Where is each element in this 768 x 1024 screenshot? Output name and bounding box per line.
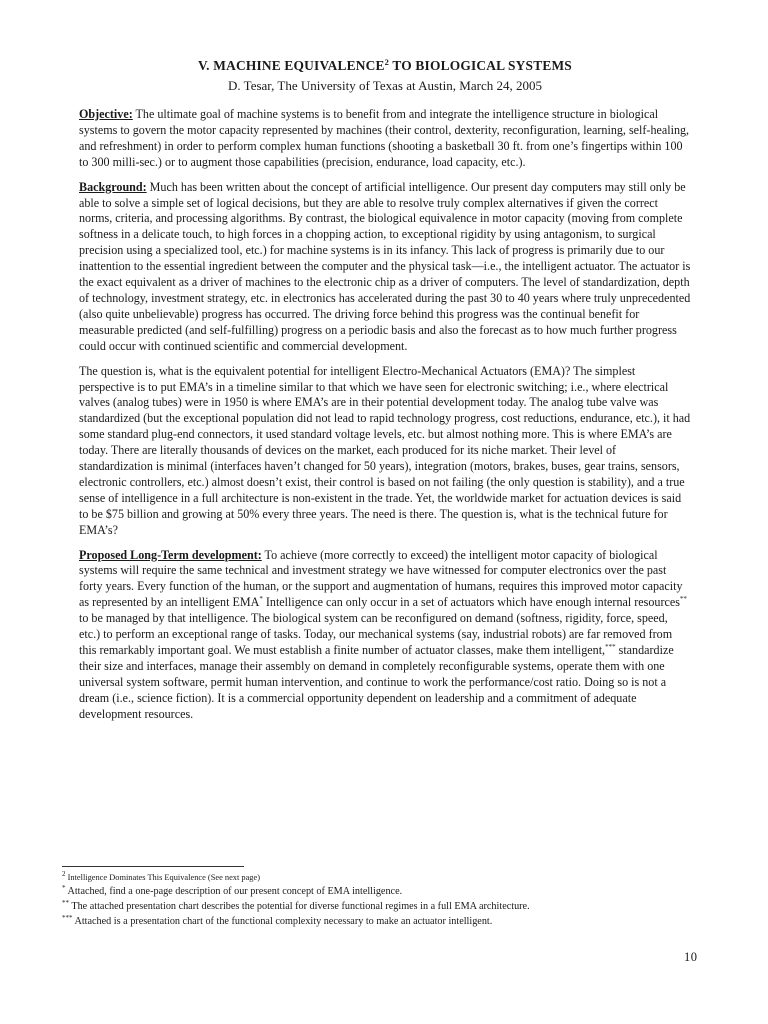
document-title: [79, 58, 691, 74]
background-body: Much has been written about the concept of artificial intelligence. Our present day computers may still only be able to solve a simple set of logical decisions, but they are able to resolve truly complex alternatives if given the correct norms, criteria, and processing algorithms. By contrast, the biological equivalence in motor capacity (moving from complete softness in a delicate touch, to high forces in a chopping action, to exceptional rigidity by using antagonism, to surgical precision using a specialized tool, etc.) for machine systems is in its infancy. This lack of progress is primarily due to our inattention to the essential ingredient between the computer and the physical task—i.e., the intelligent actuator. The actuator is the exact equivalent as a driver of machines to the electronic chip as a driver of computers. The level of standardization, depth of technology, investment strategy, etc. in electronics has accelerated during the past 30 to 40 years where truly unprecedented (also quite unbelievable) progress has occurred. The driving force behind this progress was the continual benefit for measurable predicted (and self-fulfilling) progress on a periodic basis and also the forecast as to how much further progress could occur with continued scientific and commercial development.: [79, 179, 691, 353]
document-page: [79, 58, 691, 723]
footnote-1-mark: 2: [62, 870, 66, 878]
background-heading: Background:: [79, 179, 147, 194]
footnotes: [62, 871, 702, 929]
footnote-2-mark: *: [62, 884, 66, 892]
proposed-body-3: to be managed by that intelligence. The biological system can be reconfigured on demand (softness, rigidity, force, speed, etc.) to perform an exceptional range of tasks. Today, our mechanical systems (say, industrial robots) are far removed from this remarkably important goal. We must establish a finite number of actuator classes, make them intelligent,: [79, 611, 673, 657]
objective-body: The ultimate goal of machine systems is to benefit from and integrate the intelligence structure in biological systems to govern the motor capacity represented by machines (their control, dexterity, reconfiguration, learning, self-healing, and refreshment) in order to perform complex human functions (shooting a basketball 30 ft. from one’s fingertips within 100 to 300 milli-sec.) or to augment those capabilities (precision, endurance, load capacity, etc.).: [79, 107, 690, 169]
footnote-3-mark: **: [62, 899, 69, 907]
footnote-1: [62, 871, 702, 884]
background-paragraph: [79, 180, 691, 355]
footnote-1-text: Intelligence Dominates This Equivalence (See next page): [65, 873, 260, 882]
footnote-divider: [62, 866, 244, 867]
objective-heading: Objective:: [79, 107, 133, 121]
footnote-mark-double: **: [679, 595, 687, 604]
footnote-4-mark: ***: [62, 914, 73, 922]
footnote-3-text: The attached presentation chart describes the potential for diverse functional regimes in a full EMA architecture.: [69, 901, 530, 912]
proposed-body-4: standardize their size and interfaces, manage their assembly on demand in completely reconfigurable systems, operate them with one universal system software, permit human intervention, and continue to work the performance/cost ratio. Doing so is not a dream (i.e., science fiction). It is a commercial opportunity dependent on leadership and a commitment of adequate development resources.: [79, 643, 674, 721]
footnote-4-text: Attached is a presentation chart of the functional complexity necessary to make an actuator intelligent.: [72, 916, 493, 927]
question-paragraph: [79, 364, 691, 539]
proposed-heading: Proposed Long-Term development:: [79, 547, 262, 562]
footnote-mark-triple: ***: [605, 643, 616, 651]
proposed-body-2: Intelligence can only occur in a set of actuators which have enough internal resources: [262, 595, 680, 610]
footnote-4: [62, 914, 702, 929]
footnote-2-text: Attached, find a one-page description of our present concept of EMA intelligence.: [65, 886, 403, 897]
proposed-paragraph: [79, 548, 691, 723]
title-suffix: TO BIOLOGICAL SYSTEMS: [389, 58, 572, 73]
proposed-body-1: To achieve (more correctly to exceed) the intelligent motor capacity of biological systems will require the same technical and investment strategy we have witnessed for computer electronics over the past forty years. Every function of the human, or the support and augmentation of humans, requires this improved motor capacity as represented by an intelligent EMA: [79, 547, 683, 610]
author-line: D. Tesar, The University of Texas at Austin, March 24, 2005: [228, 78, 542, 93]
footnote-mark-single: *: [259, 595, 263, 604]
question-body: The question is, what is the equivalent potential for intelligent Electro-Mechanical Actuators (EMA)? The simplest perspective is to put EMA’s in a timeline similar to that which we have seen for electronic switching; i.e., where electrical valves (analog tubes) were in 1950 is where EMA’s are in their potential development today. The analog tube valve was standardized (but the exceptional population did not lead to rapid technology progress, cost reductions, endurance, etc.), it had some standard plug-end connectors, it used standard voltage levels, etc. but almost nothing more. This is where EMA’s are today. There are literally thousands of devices on the market, each produced for its niche market. Their level of standardization is minimal (interfaces haven’t changed for 50 years), integration (motors, brakes, buses, gear trains, sensors, electronic controllers, etc.) almost doesn’t exist, their control is based on not failing (the only question is stability), and a true sense of intelligence in a full architecture is non-existent in the trade. Yet, the worldwide market for actuation devices is said to be $75 billion and growing at 50% every three years. The need is there. The question is, what is the technical future for EMA’s?: [79, 363, 691, 537]
title-footnote-mark: 2: [384, 57, 390, 67]
title-prefix: V. MACHINE EQUIVALENCE: [198, 58, 385, 73]
footnote-3: [62, 899, 702, 914]
objective-paragraph: [79, 107, 691, 171]
page-number: 10: [684, 950, 698, 964]
footnote-2: [62, 884, 702, 899]
